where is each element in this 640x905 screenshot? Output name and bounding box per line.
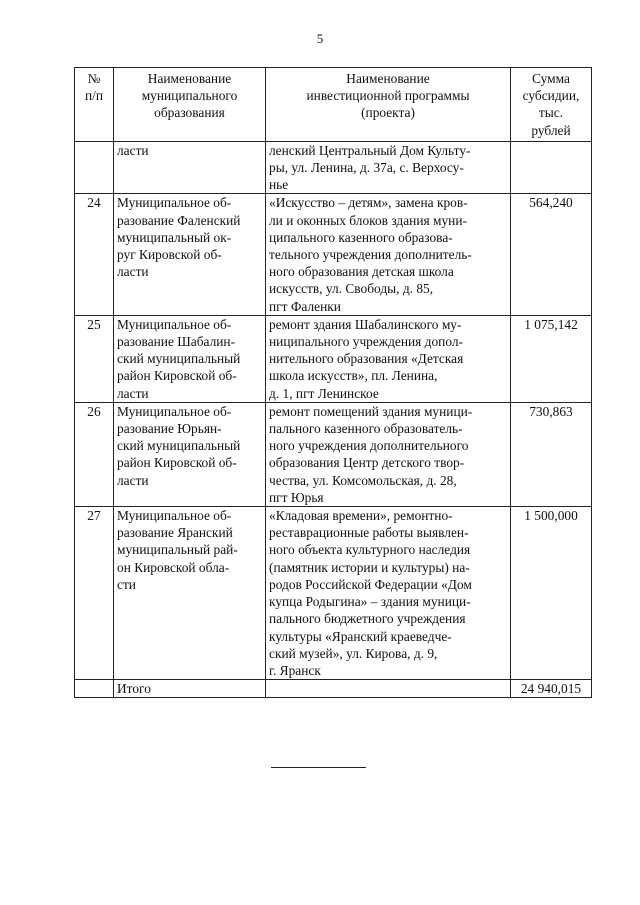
row-municipality: Муниципальное об- разование Фаленский муниципальный ок- руг Кировской об- ласти	[114, 194, 266, 315]
table-row	[75, 315, 592, 402]
total-num-cell	[75, 680, 114, 698]
row-amount: 1 075,142	[511, 315, 592, 402]
row-amount: 730,863	[511, 402, 592, 506]
total-label: Итого	[114, 680, 266, 698]
row-num: 26	[75, 402, 114, 506]
row-num: 24	[75, 194, 114, 315]
total-amount: 24 940,015	[511, 680, 592, 698]
row-amount: 1 500,000	[511, 507, 592, 680]
header-num: № п/п	[75, 68, 114, 142]
row-amount	[511, 141, 592, 194]
row-municipality: ласти	[114, 141, 266, 194]
page-number: 5	[316, 31, 324, 46]
header-program: Наименование инвестиционной программы (проекта)	[266, 68, 511, 142]
table-header-row	[75, 68, 592, 142]
footer-divider	[271, 767, 366, 768]
table-row	[75, 507, 592, 680]
row-municipality: Муниципальное об- разование Яранский муниципальный рай- он Кировской обла- сти	[114, 507, 266, 680]
subsidy-table	[74, 67, 592, 698]
row-program: ремонт помещений здания муници- пального казенного образователь- ного учреждения дополнительного образования Центр детского твор- чества, ул. Комсомольская, д. 28, пгт Юрья	[266, 402, 511, 506]
row-amount: 564,240	[511, 194, 592, 315]
total-row	[75, 680, 592, 698]
row-municipality: Муниципальное об- разование Юрьян- ский муниципальный район Кировской об- ласти	[114, 402, 266, 506]
row-num	[75, 141, 114, 194]
row-program: ленский Центральный Дом Культу- ры, ул. Ленина, д. 37а, с. Верхосу- нье	[266, 141, 511, 194]
table-row	[75, 402, 592, 506]
row-program: «Кладовая времени», ремонтно- реставрационные работы выявлен- ного объекта культурного наследия (памятник истории и культуры) на- родов Российской Федерации «Дом купца Родыгина» – здания муници- пального бюджетного учреждения культуры «Яранский краеведче- ский музей», ул. Кирова, д. 9, г. Яранск	[266, 507, 511, 680]
row-program: «Искусство – детям», замена кров- ли и оконных блоков здания муни- ципального казенного образова- тельного учреждения дополнитель- ного образования детская школа искусств, ул. Свободы, д. 85, пгт Фаленки	[266, 194, 511, 315]
row-num: 27	[75, 507, 114, 680]
total-program-cell	[266, 680, 511, 698]
row-program: ремонт здания Шабалинского му- ниципального учреждения допол- нительного образования «Детская школа искусств», пл. Ленина, д. 1, пгт Ленинское	[266, 315, 511, 402]
table-row	[75, 194, 592, 315]
table-row	[75, 141, 592, 194]
row-num: 25	[75, 315, 114, 402]
header-municipality: Наименование муниципального образования	[114, 68, 266, 142]
header-amount: Сумма субсидии, тыс. рублей	[511, 68, 592, 142]
row-municipality: Муниципальное об- разование Шабалин- ский муниципальный район Кировской об- ласти	[114, 315, 266, 402]
